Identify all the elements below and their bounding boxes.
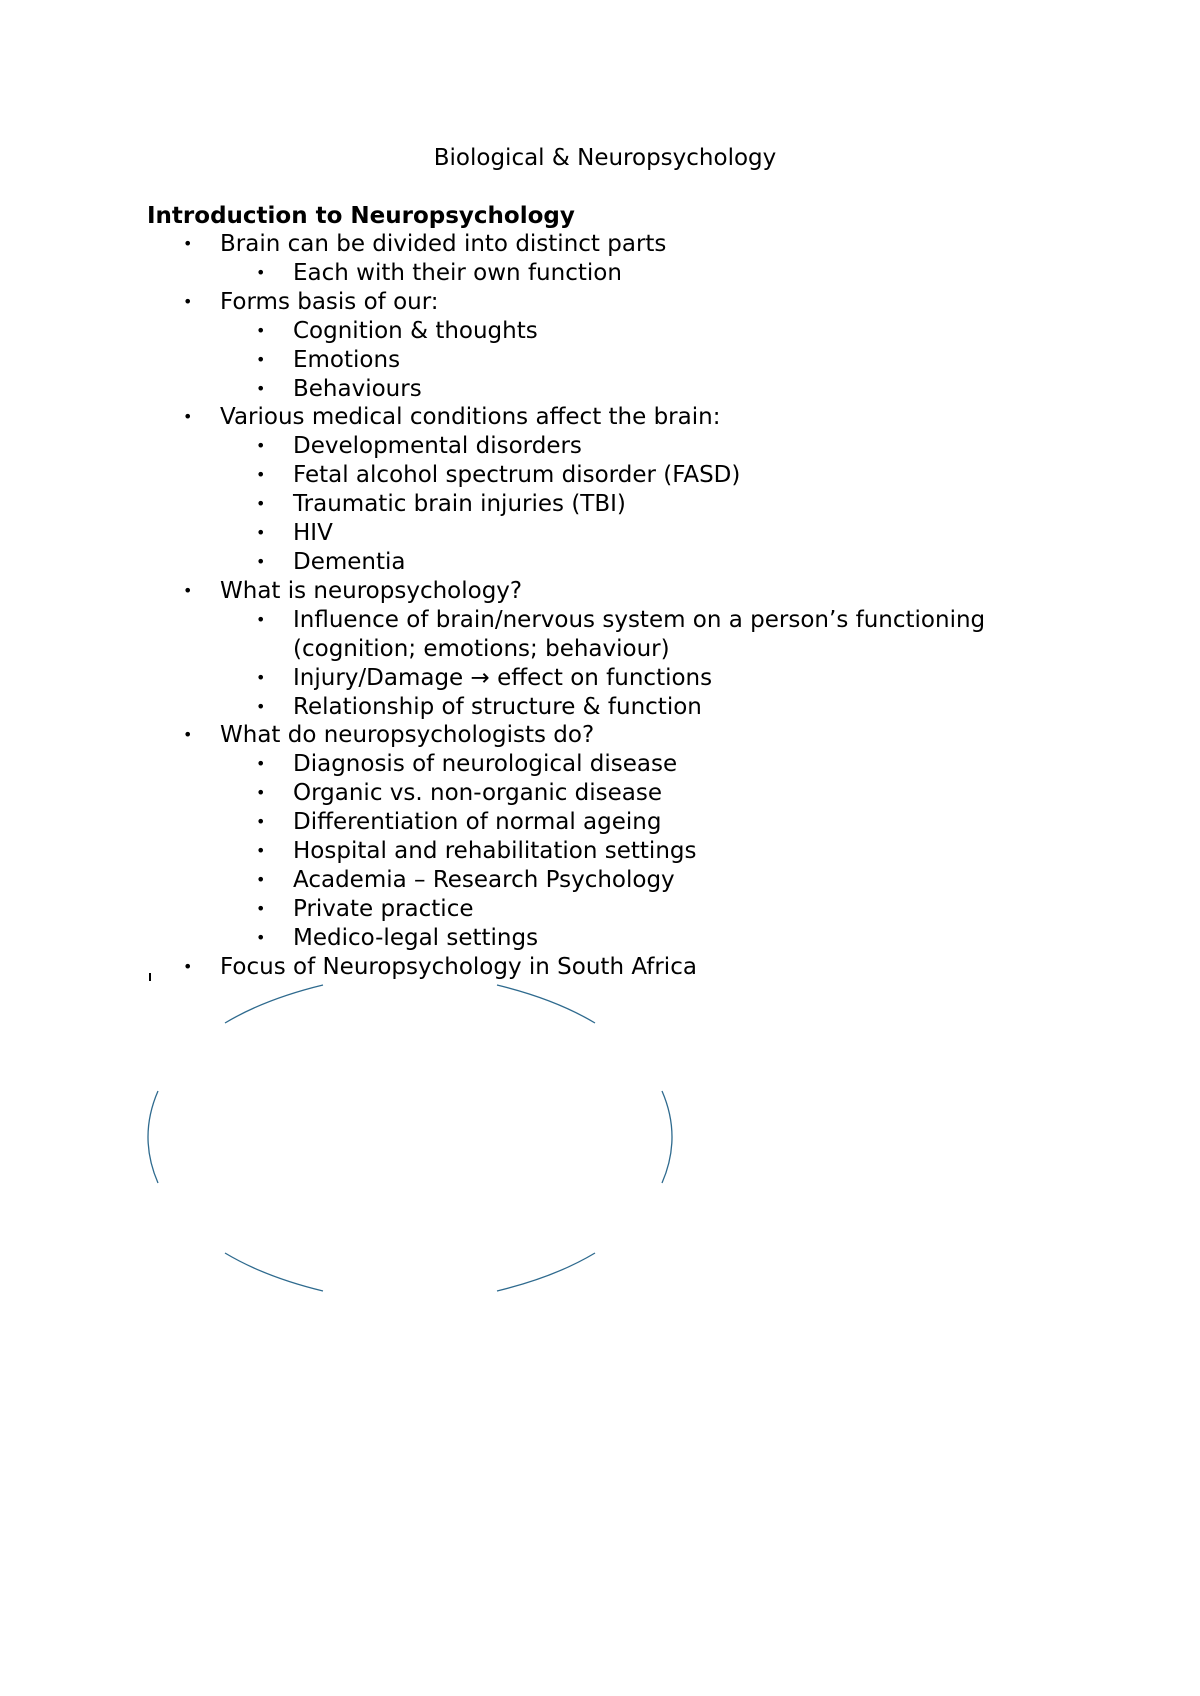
sub-bullet-item — [0, 490, 1200, 519]
bullet-glyph: • — [256, 783, 266, 803]
diagram-arc-right — [662, 1091, 672, 1183]
bullet-item — [0, 288, 1200, 317]
sub-bullet-item — [0, 895, 1200, 924]
bullet-glyph: • — [256, 869, 266, 889]
bullet-glyph: • — [256, 436, 266, 456]
bullet-glyph: • — [256, 667, 266, 687]
sub-bullet-item — [0, 693, 1200, 722]
bullet-text: Injury/Damage → effect on functions — [293, 664, 713, 691]
sub-bullet-item — [0, 664, 1200, 693]
bullet-text: Differentiation of normal ageing — [293, 809, 662, 836]
sub-bullet-item — [0, 317, 1200, 346]
bullet-item — [0, 953, 1200, 982]
sub-bullet-item — [0, 461, 1200, 490]
bullet-text: Private practice — [293, 895, 474, 922]
bullet-glyph: • — [256, 378, 266, 398]
bullet-item — [0, 403, 1200, 432]
bullet-item — [0, 230, 1200, 259]
bullet-glyph: • — [256, 494, 266, 514]
bullet-text: Hospital and rehabilitation settings — [293, 838, 697, 865]
bullet-glyph: • — [183, 291, 193, 311]
bullet-glyph: • — [183, 580, 193, 600]
diagram-arc-left — [148, 1091, 158, 1183]
bullet-text: Various medical conditions affect the brain: — [220, 404, 721, 431]
bullet-text: Academia – Research Psychology — [293, 866, 675, 893]
bullet-outline — [0, 230, 1200, 982]
diagram-arc-top-right — [497, 985, 595, 1023]
sub-bullet-item — [0, 432, 1200, 461]
bullet-text: Emotions — [293, 346, 401, 373]
bullet-item — [0, 721, 1200, 750]
bullet-text: Diagnosis of neurological disease — [293, 751, 678, 778]
bullet-glyph: • — [256, 927, 266, 947]
bullet-glyph: • — [256, 696, 266, 716]
bullet-text: Forms basis of our: — [220, 288, 439, 315]
sub-bullet-item — [0, 606, 1063, 664]
bullet-text: Each with their own function — [293, 259, 622, 286]
bullet-text: Fetal alcohol spectrum disorder (FASD) — [293, 462, 741, 489]
sub-bullet-item — [0, 259, 1200, 288]
diagram-arc-top-left — [225, 985, 323, 1023]
diagram-arc-bottom-right — [497, 1253, 595, 1291]
bullet-text: Dementia — [293, 548, 406, 575]
sub-bullet-item — [0, 519, 1200, 548]
bullet-glyph: • — [256, 898, 266, 918]
sub-bullet-item — [0, 924, 1200, 953]
diagram-arc-bottom-left — [225, 1253, 323, 1291]
bullet-glyph: • — [256, 349, 266, 369]
bullet-text: Traumatic brain injuries (TBI) — [293, 491, 626, 518]
bullet-glyph: • — [256, 812, 266, 832]
bullet-text: Brain can be divided into distinct parts — [220, 231, 667, 257]
sub-bullet-item — [0, 779, 1200, 808]
sub-bullet-item — [0, 750, 1200, 779]
bullet-text: What is neuropsychology? — [220, 577, 523, 604]
sub-bullet-item — [0, 346, 1200, 375]
bullet-item — [0, 577, 1200, 606]
bullet-glyph: • — [256, 262, 266, 282]
page-title: Biological & Neuropsychology — [433, 145, 777, 171]
bullet-glyph: • — [256, 841, 266, 861]
bullet-glyph: • — [256, 609, 266, 629]
bullet-text: Organic vs. non-organic disease — [293, 780, 663, 807]
sub-bullet-item — [0, 866, 1200, 895]
bullet-text: Cognition & thoughts — [293, 317, 538, 344]
bullet-glyph: • — [256, 754, 266, 774]
bullet-glyph: • — [256, 320, 266, 340]
bullet-text: Relationship of structure & function — [293, 693, 702, 720]
sub-bullet-item — [0, 837, 1200, 866]
bullet-text: Behaviours — [293, 375, 422, 402]
sub-bullet-item — [0, 548, 1200, 577]
stray-mark — [149, 973, 151, 981]
bullet-glyph: • — [183, 407, 193, 427]
bullet-glyph: • — [256, 551, 266, 571]
bullet-text: HIV — [293, 520, 333, 547]
sub-bullet-item — [0, 375, 1200, 404]
bullet-text: What do neuropsychologists do? — [220, 722, 595, 749]
bullet-text: Focus of Neuropsychology in South Africa — [220, 953, 697, 980]
bullet-glyph: • — [183, 725, 193, 745]
bullet-glyph: • — [256, 523, 266, 543]
section-heading: Introduction to Neuropsychology — [147, 203, 575, 229]
bullet-glyph: • — [256, 465, 266, 485]
bullet-glyph: • — [183, 956, 193, 976]
bullet-glyph: • — [183, 234, 193, 253]
bullet-text: Developmental disorders — [293, 433, 582, 460]
sub-bullet-item — [0, 808, 1200, 837]
bullet-text: Influence of brain/nervous system on a person’s functioning (cognition; emotions; behaviour) — [293, 606, 986, 662]
bullet-text: Medico-legal settings — [293, 924, 539, 951]
